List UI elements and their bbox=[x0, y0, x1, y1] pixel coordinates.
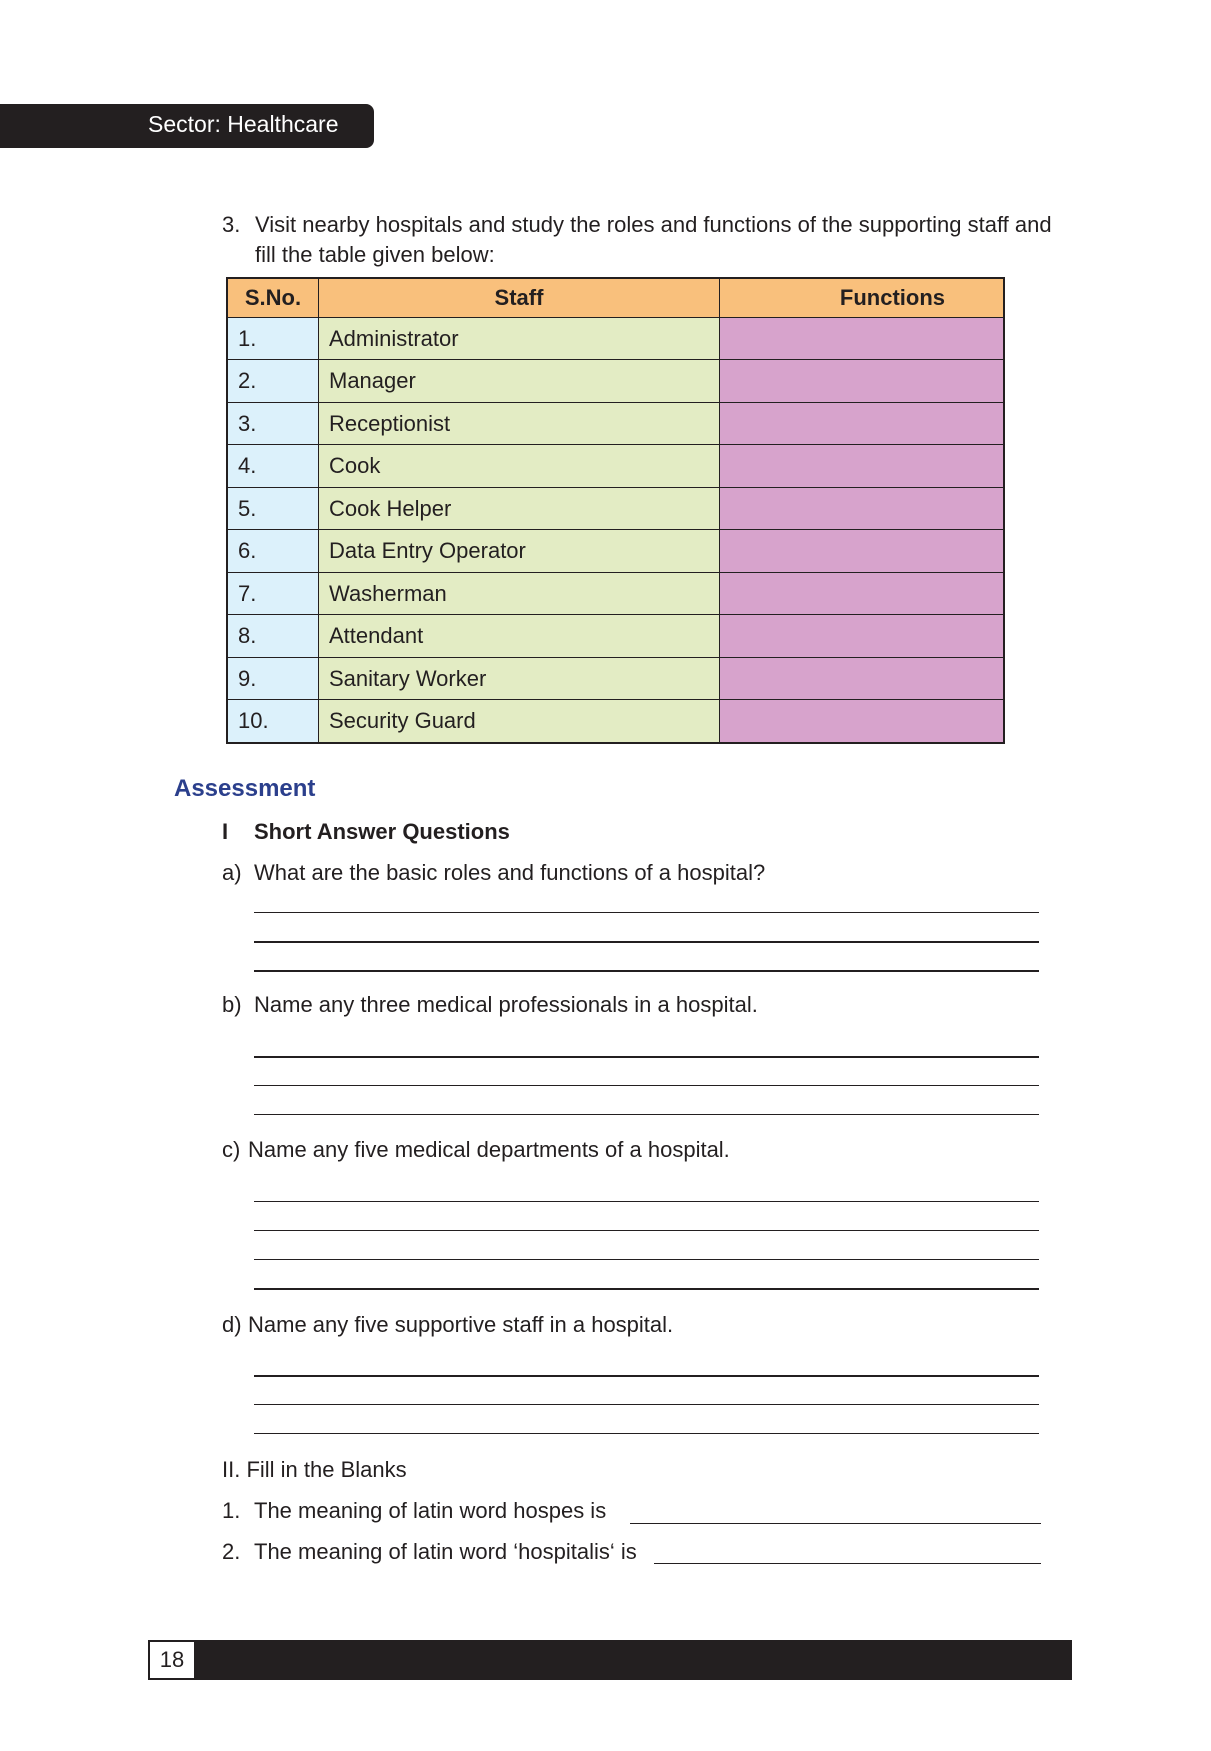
row-functions-cell[interactable] bbox=[720, 360, 1005, 402]
row-functions-cell[interactable] bbox=[720, 445, 1005, 487]
answer-line[interactable] bbox=[254, 1288, 1039, 1290]
question-c-label: c) bbox=[222, 1137, 241, 1162]
row-staff: Security Guard bbox=[319, 700, 720, 743]
answer-line[interactable] bbox=[254, 1056, 1039, 1058]
row-functions-cell[interactable] bbox=[720, 615, 1005, 657]
row-sno: 3. bbox=[227, 402, 319, 444]
row-sno: 8. bbox=[227, 615, 319, 657]
row-sno: 10. bbox=[227, 700, 319, 743]
answer-line[interactable] bbox=[254, 1085, 1039, 1086]
row-staff: Cook bbox=[319, 445, 720, 487]
header-sno: S.No. bbox=[227, 278, 319, 318]
table-row bbox=[227, 318, 1004, 360]
row-functions-cell[interactable] bbox=[720, 318, 1005, 360]
row-staff: Receptionist bbox=[319, 402, 720, 444]
row-staff: Sanitary Worker bbox=[319, 657, 720, 699]
answer-line[interactable] bbox=[254, 912, 1039, 913]
footer-bar bbox=[148, 1640, 1072, 1680]
blank-2-line[interactable] bbox=[654, 1563, 1041, 1564]
question-a-text: What are the basic roles and functions of a hospital? bbox=[254, 860, 766, 885]
row-staff: Cook Helper bbox=[319, 487, 720, 529]
question-d-label: d) bbox=[222, 1312, 242, 1337]
table-row bbox=[227, 445, 1004, 487]
blank-2-number: 2. bbox=[222, 1539, 241, 1564]
page-number: 18 bbox=[149, 1641, 195, 1679]
question-b-label: b) bbox=[222, 992, 242, 1017]
row-staff: Manager bbox=[319, 360, 720, 402]
table-row bbox=[227, 360, 1004, 402]
answer-line[interactable] bbox=[254, 1201, 1039, 1202]
blank-1-line[interactable] bbox=[630, 1523, 1041, 1524]
question-b-text: Name any three medical professionals in a hospital. bbox=[254, 992, 758, 1017]
table-row bbox=[227, 615, 1004, 657]
row-staff: Washerman bbox=[319, 572, 720, 614]
row-sno: 1. bbox=[227, 318, 319, 360]
answer-line[interactable] bbox=[254, 1259, 1039, 1260]
row-staff: Attendant bbox=[319, 615, 720, 657]
row-functions-cell[interactable] bbox=[720, 402, 1005, 444]
answer-line[interactable] bbox=[254, 1433, 1039, 1434]
answer-line[interactable] bbox=[254, 1114, 1039, 1115]
row-functions-cell[interactable] bbox=[720, 487, 1005, 529]
table-row bbox=[227, 572, 1004, 614]
question-a-label: a) bbox=[222, 860, 242, 885]
staff-functions-table bbox=[226, 277, 1005, 744]
row-sno: 7. bbox=[227, 572, 319, 614]
table-row bbox=[227, 487, 1004, 529]
blank-2-text: The meaning of latin word ‘hospitalis‘ is bbox=[254, 1539, 637, 1564]
section2-title: II. Fill in the Blanks bbox=[222, 1457, 407, 1482]
answer-line[interactable] bbox=[254, 1375, 1039, 1377]
answer-line[interactable] bbox=[254, 1230, 1039, 1231]
table-row bbox=[227, 530, 1004, 572]
question-d-text: Name any five supportive staff in a hospital. bbox=[248, 1312, 674, 1337]
table-header-row bbox=[227, 278, 1004, 318]
row-staff: Data Entry Operator bbox=[319, 530, 720, 572]
table-row bbox=[227, 657, 1004, 699]
header-staff: Staff bbox=[319, 278, 720, 318]
row-functions-cell[interactable] bbox=[720, 572, 1005, 614]
sector-label: Sector: Healthcare bbox=[148, 111, 339, 137]
assessment-heading: Assessment bbox=[174, 775, 316, 802]
task-number: 3. bbox=[222, 212, 241, 237]
answer-line[interactable] bbox=[254, 970, 1039, 972]
header-functions: Functions bbox=[720, 278, 1005, 318]
answer-line[interactable] bbox=[254, 1404, 1039, 1405]
answer-line[interactable] bbox=[254, 941, 1039, 943]
row-sno: 2. bbox=[227, 360, 319, 402]
row-functions-cell[interactable] bbox=[720, 657, 1005, 699]
row-sno: 5. bbox=[227, 487, 319, 529]
section1-number: I bbox=[222, 819, 229, 844]
question-c-text: Name any five medical departments of a hospital. bbox=[248, 1137, 730, 1162]
row-functions-cell[interactable] bbox=[720, 700, 1005, 743]
table-row bbox=[227, 700, 1004, 743]
blank-1-text: The meaning of latin word hospes is bbox=[254, 1498, 607, 1523]
row-sno: 4. bbox=[227, 445, 319, 487]
row-staff: Administrator bbox=[319, 318, 720, 360]
row-sno: 9. bbox=[227, 657, 319, 699]
blank-1-number: 1. bbox=[222, 1498, 241, 1523]
row-functions-cell[interactable] bbox=[720, 530, 1005, 572]
section1-title: Short Answer Questions bbox=[254, 819, 510, 844]
row-sno: 6. bbox=[227, 530, 319, 572]
table-row bbox=[227, 402, 1004, 444]
task-text: Visit nearby hospitals and study the roles and functions of the supporting staff and fill the table given below: bbox=[255, 212, 1052, 267]
